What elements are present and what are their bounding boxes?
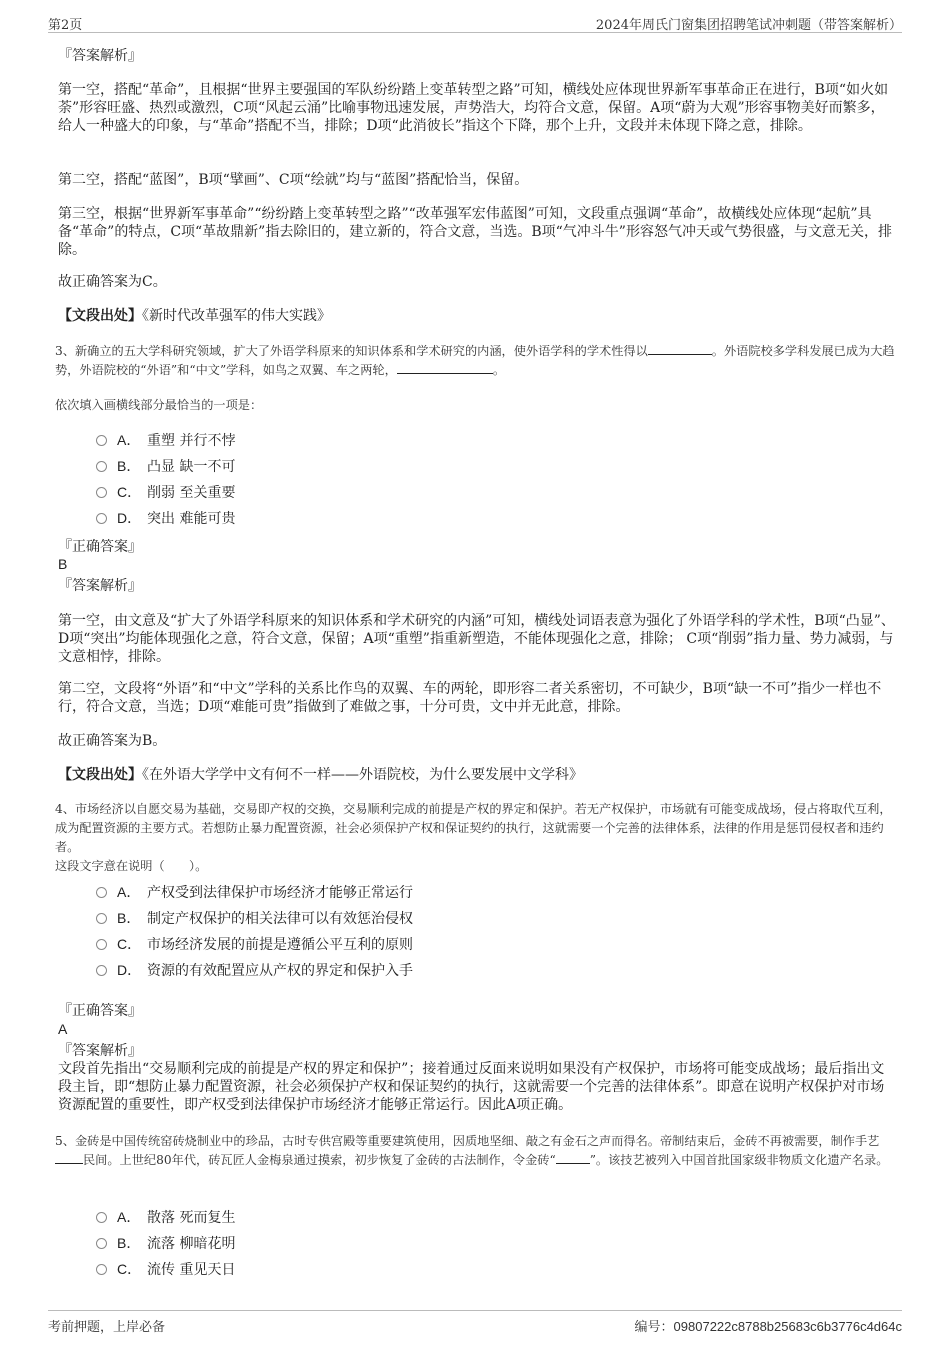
q5-stem: 5、金砖是中国传统窑砖烧制业中的珍品，古时专供宫殿等重要建筑使用，因质地坚细、敲之有金石之声而得名。帝制结束后，金砖不再被需要，制作手艺民间。上世纪80年代，砖瓦匠人金梅泉通过摸索，初步恢复了金砖的古法制作，令金砖“ ”。该技艺被列入中国首批国家级非物质文化遗产名录。 [55,1134,889,1167]
q3-option-b[interactable]: B． 凸显 缺一不可 [96,456,235,477]
correct-answer-label: 『正确答案』 [58,539,142,555]
radio-icon[interactable] [96,913,107,924]
q5-option-c[interactable]: C． 流传 重见天日 [96,1259,235,1280]
q4-option-d[interactable]: D． 资源的有效配置应从产权的界定和保护入手 [96,960,413,981]
question-number: 5、 [55,1134,75,1148]
q3-option-c[interactable]: C． 削弱 至关重要 [96,482,235,503]
document-code: 编号：09807222c8788b25683c6b3776c4d64c [634,1319,902,1334]
source-title: 《新时代改革强军的伟大实践》 [142,308,331,324]
source-label: 【文段出处】 [58,308,142,324]
page-number: 第2页 [48,18,83,33]
q2-analysis-p1: 第一空，搭配“革命”，且根据“世界主要强国的军队纷纷踏上变革转型之路”可知，横线处应体现世界新军事革命正在进行，B项“如火如荼”形容旺盛、热烈或激烈，C项“风起云涌”比喻事物迅速发展，声势浩大，均符合文意，保留。A项“蔚为大观”形容事物美好而繁多，给人一种盛大的印象，与“革命”搭配不当，排除；D项“此消彼长”指这个下降，那个上升，文段并未体现下降之意，排除。 [58,82,889,134]
analysis-label: 『答案解析』 [58,1043,142,1059]
correct-answer: A [58,1021,68,1037]
q3-stem: 3、新确立的五大学科研究领域，扩大了外语学科原来的知识体系和学术研究的内涵，使外语学科的学术性得以 。外语院校多学科发展已成为大趋势，外语院校的“外语”和“中文”学科，如鸟之双翼、车之两轮， 。 [55,344,895,377]
radio-icon[interactable] [96,1212,107,1223]
correct-answer: B [58,556,68,572]
q3-prompt: 依次填入画横线部分最恰当的一项是： [55,398,263,412]
q2-conclusion: 故正确答案为C。 [58,274,167,290]
q4-stem: 4、市场经济以自愿交易为基础，交易即产权的交换，交易顺利完成的前提是产权的界定和保护。若无产权保护，市场就有可能变成战场，侵占将取代互利，成为配置资源的主要方式。若想防止暴力配置资源，社会必须保护产权和保证契约的执行，这就需要一个完善的法律体系，法律的作用是惩罚侵权者和违约者。 [55,802,892,854]
q2-source [58,307,896,325]
q4-prompt: 这段文字意在说明（ ）。 [55,859,208,873]
blank-2 [556,1151,590,1164]
radio-icon[interactable] [96,887,107,898]
radio-icon[interactable] [96,939,107,950]
radio-icon[interactable] [96,965,107,976]
page-header [48,12,902,33]
page-footer [48,1310,902,1335]
q2-analysis-p3: 第三空，根据“世界新军事革命”“纷纷踏上变革转型之路”“改革强军宏伟蓝图”可知，文段重点强调“革命”，故横线处应体现“起航”具备“革命”的特点，C项“革故鼎新”指去除旧的，建立新的，符合文意，当选。B项“气冲斗牛”形容怒气冲天或气势很盛，与文意无关，排除。 [58,206,892,258]
analysis-label: 『答案解析』 [58,48,142,64]
q3-option-a[interactable]: A． 重塑 并行不悖 [96,430,235,451]
blank-1 [648,342,712,355]
q5-option-a[interactable]: A． 散落 死而复生 [96,1207,235,1228]
source-title: 《在外语大学学中文有何不一样——外语院校，为什么要发展中文学科》 [142,767,583,783]
question-number: 4、 [55,802,75,816]
q3-source [58,766,896,784]
radio-icon[interactable] [96,435,107,446]
document-title: 2024年周氏门窗集团招聘笔试冲刺题（带答案解析） [595,18,902,33]
question-number: 3、 [55,344,75,358]
q3-analysis-p2: 第二空，文段将“外语”和“中文”学科的关系比作鸟的双翼、车的两轮，即形容二者关系密切，不可缺少，B项“缺一不可”指少一样也不行，符合文意，当选；D项“难能可贵”指做到了难做之事，十分可贵，文中并无此意，排除。 [58,681,882,715]
source-label: 【文段出处】 [58,767,142,783]
blank-1 [55,1151,83,1164]
blank-2 [397,361,493,374]
footer-slogan: 考前押题，上岸必备 [48,1320,166,1335]
q3-option-d[interactable]: D． 突出 难能可贵 [96,508,235,529]
q4-option-a[interactable]: A． 产权受到法律保护市场经济才能够正常运行 [96,882,413,903]
q3-conclusion: 故正确答案为B。 [58,733,167,749]
q4-option-b[interactable]: B． 制定产权保护的相关法律可以有效惩治侵权 [96,908,413,929]
radio-icon[interactable] [96,461,107,472]
radio-icon[interactable] [96,487,107,498]
radio-icon[interactable] [96,1264,107,1275]
q4-option-c[interactable]: C． 市场经济发展的前提是遵循公平互利的原则 [96,934,413,955]
q3-analysis-p1: 第一空，由文意及“扩大了外语学科原来的知识体系和学术研究的内涵”可知，横线处词语表意为强化了外语学科的学术性，B项“凸显”、D项“突出”均能体现强化之意，符合文意，保留；A项“重塑”指重新塑造，不能体现强化之意，排除； C项“削弱”指力量、势力减弱，与文意相悖，排除。 [58,613,895,665]
correct-answer-label: 『正确答案』 [58,1003,142,1019]
radio-icon[interactable] [96,513,107,524]
q5-option-b[interactable]: B． 流落 柳暗花明 [96,1233,235,1254]
q4-analysis: 文段首先指出“交易顺利完成的前提是产权的界定和保护”；接着通过反面来说明如果没有产权保护，市场将可能变成战场；最后指出文段主旨，即“想防止暴力配置资源，社会必须保护产权和保证契约的执行，这就需要一个完善的法律体系”。即意在说明产权保护对市场资源配置的重要性，即产权受到法律保护市场经济才能够正常运行。因此A项正确。 [58,1061,885,1113]
q2-analysis-p2: 第二空，搭配“蓝图”，B项“擘画”、C项“绘就”均与“蓝图”搭配恰当，保留。 [58,172,529,188]
analysis-label: 『答案解析』 [58,578,142,594]
radio-icon[interactable] [96,1238,107,1249]
